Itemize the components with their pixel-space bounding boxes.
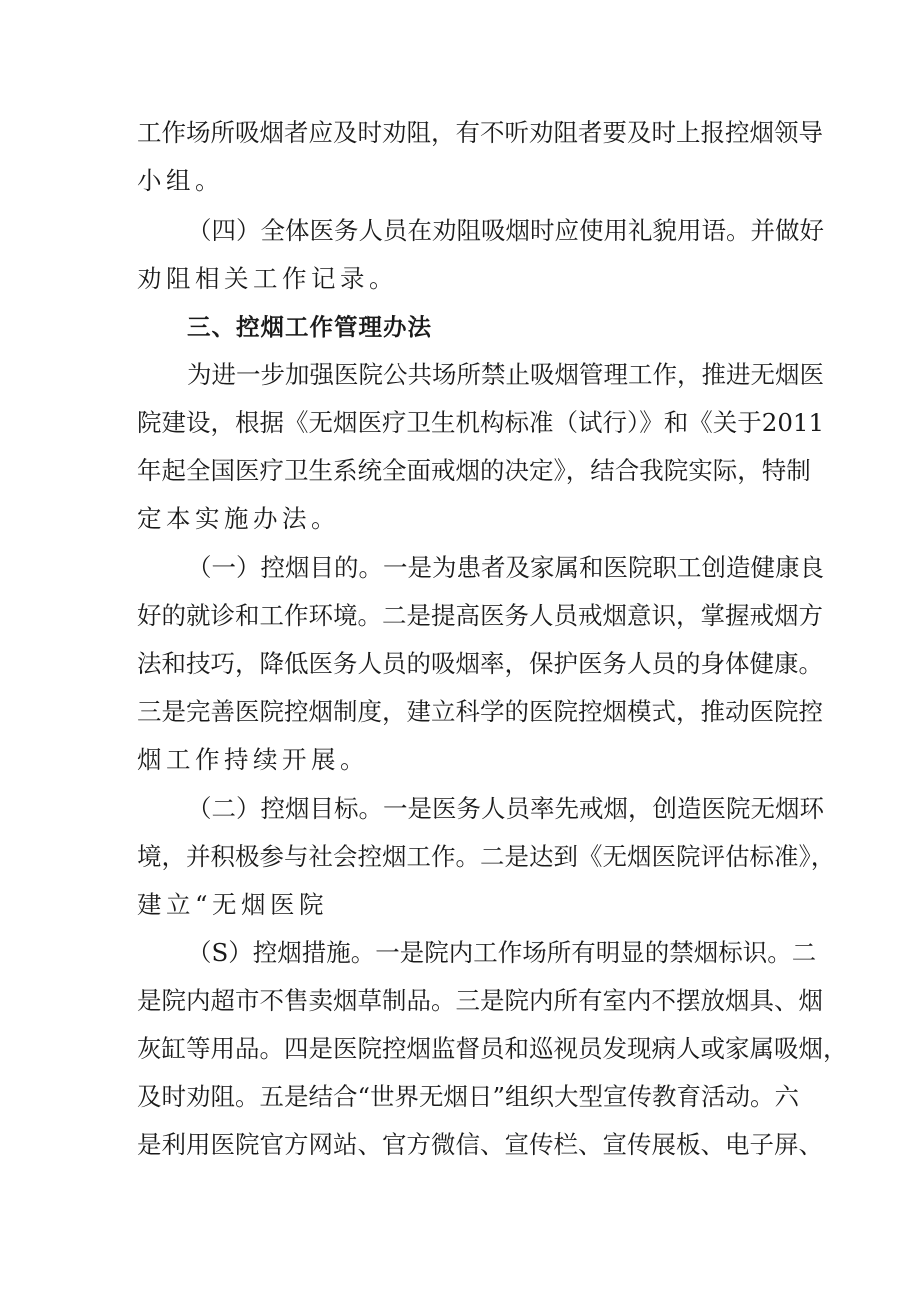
body-text-line: 是院内超市不售卖烟草制品。三是院内所有室内不摆放烟具、烟 [137,986,823,1015]
body-text-line: （二）控烟目标。一是医务人员率先戒烟，创造医院无烟环 [187,794,824,823]
body-text-line: 及时劝阻。五是结合“世界无烟日”组织大型宣传教育活动。六 [137,1082,800,1111]
body-text-line: （一）控烟目的。一是为患者及家属和医院职工创造健康良 [187,553,824,582]
body-text-line: 建立“无烟医院 [137,890,329,919]
section-heading: 三、控烟工作管理办法 [187,313,432,341]
body-text-line: 境，并积极参与社会控烟工作。二是达到《无烟医院评估标准》， [137,842,836,871]
body-text-line: 三是完善医院控烟制度，建立科学的医院控烟模式，推动医院控 [137,697,823,726]
body-text-line: 年起全国医疗卫生系统全面戒烟的决定》，结合我院实际，特制 [137,456,811,485]
body-text-line: （S）控烟措施。一是院内工作场所有明显的禁烟标识。二 [187,938,817,967]
body-text-line: 为进一步加强医院公共场所禁止吸烟管理工作，推进无烟医 [187,360,824,389]
body-text-line: 好的就诊和工作环境。二是提高医务人员戒烟意识，掌握戒烟方 [137,601,823,630]
body-text-line: 工作场所吸烟者应及时劝阻，有不听劝阻者要及时上报控烟领导 [137,118,823,147]
body-text-line: 定本实施办法。 [137,504,340,533]
body-text-line: （四）全体医务人员在劝阻吸烟时应使用礼貌用语。并做好 [187,216,824,245]
body-text-line: 劝阻相关工作记录。 [137,264,398,293]
body-text-line: 灰缸等用品。四是医院控烟监督员和巡视员发现病人或家属吸烟， [137,1034,848,1063]
body-text-line: 法和技巧，降低医务人员的吸烟率，保护医务人员的身体健康。 [137,649,823,678]
body-text-line: 院建设，根据《无烟医疗卫生机构标准（试行）》和《关于2011 [137,408,825,437]
body-text-line: 小组。 [137,166,224,195]
body-text-line: 烟工作持续开展。 [137,745,369,774]
body-text-line: 是利用医院官方网站、官方微信、宣传栏、宣传展板、电子屏、 [137,1130,823,1159]
